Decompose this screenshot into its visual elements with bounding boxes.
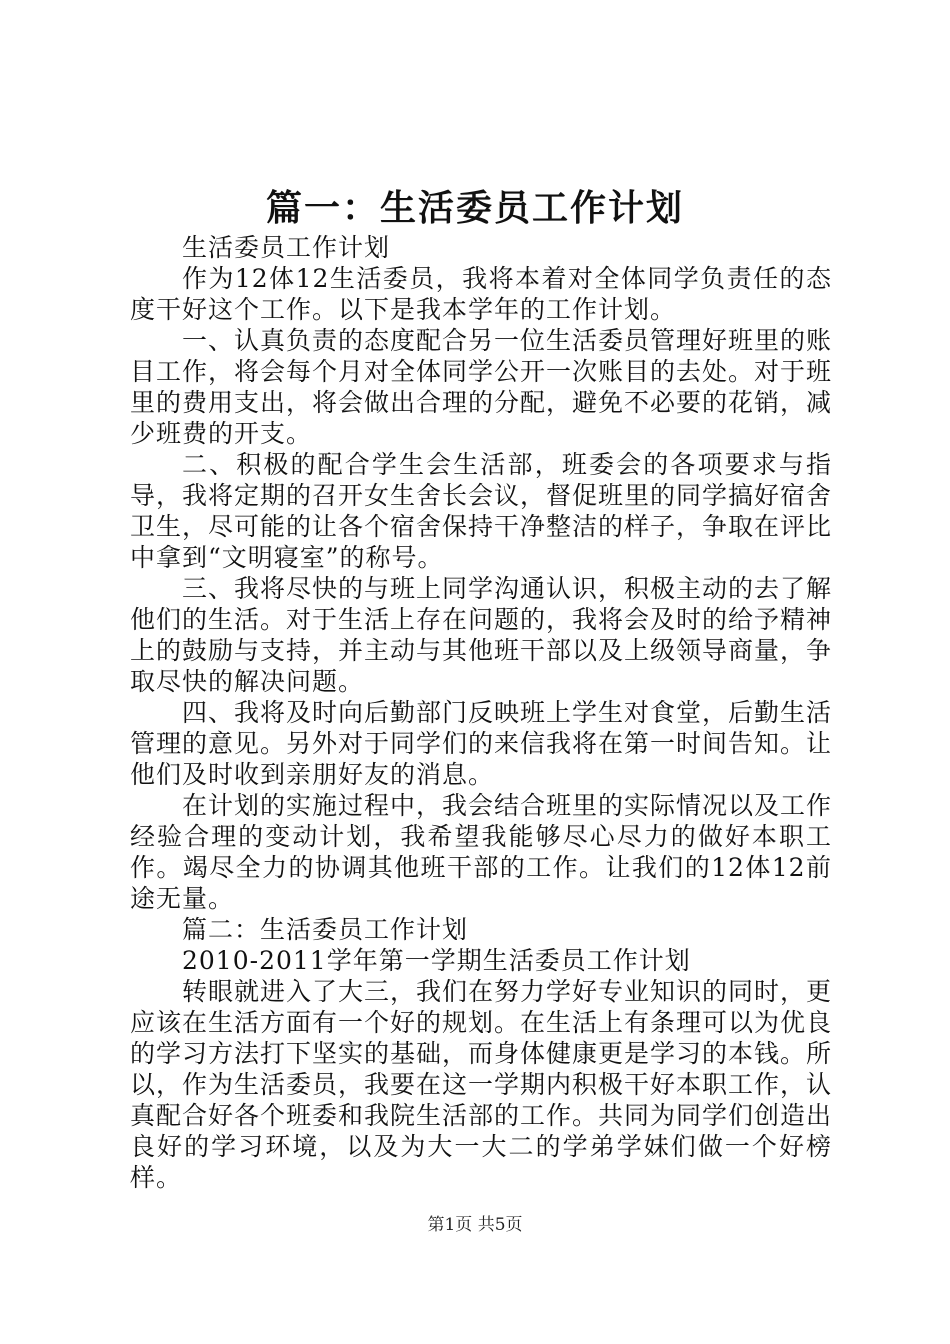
page-number: 第1页 共5页 [427, 1215, 523, 1235]
paragraph: 一、认真负责的态度配合另一位生活委员管理好班里的账目工作，将会每个月对全体同学公开一次账目的去处。对于班里的费用支出，将会做出合理的分配，避免不必要的花销，减少班费的开支。 [130, 326, 833, 448]
paragraph: 作为12体12生活委员，我将本着对全体同学负责任的态度干好这个工作。以下是我本学年的工作计划。 [130, 264, 832, 324]
paragraph: 三、我将尽快的与班上同学沟通认识，积极主动的去了解他们的生活。对于生活上存在问题的，我将会及时的给予精神上的鼓励与支持，并主动与其他班干部以及上级领导商量，争取尽快的解决问题。 [130, 574, 833, 696]
document-title: 篇一：生活委员工作计划 [265, 187, 684, 229]
section-heading: 篇二：生活委员工作计划 [182, 915, 469, 944]
section-subtitle: 2010-2011学年第一学期生活委员工作计划 [182, 946, 691, 975]
document-body [130, 232, 832, 1193]
paragraph: 四、我将及时向后勤部门反映班上学生对食堂，后勤生活管理的意见。另外对于同学们的来信我将在第一时间告知。让他们及时收到亲朋好友的消息。 [130, 698, 833, 789]
paragraph: 转眼就进入了大三，我们在努力学好专业知识的同时，更应该在生活方面有一个好的规划。在生活上有条理可以为优良的学习方法打下坚实的基础，而身体健康更是学习的本钱。所以，作为生活委员，我要在这一学期内积极干好本职工作，认真配合好各个班委和我院生活部的工作。共同为同学们创造出良好的学习环境，以及为大一大二的学弟学妹们做一个好榜样。 [130, 977, 833, 1192]
paragraph: 在计划的实施过程中，我会结合班里的实际情况以及工作经验合理的变动计划，我希望我能够尽心尽力的做好本职工作。竭尽全力的协调其他班干部的工作。让我们的12体12前途无量。 [130, 791, 833, 913]
paragraph: 生活委员工作计划 [182, 233, 391, 262]
paragraph: 二、积极的配合学生会生活部，班委会的各项要求与指导，我将定期的召开女生舍长会议，督促班里的同学搞好宿舍卫生，尽可能的让各个宿舍保持干净整洁的样子，争取在评比中拿到“文明寝室”的称号。 [130, 450, 833, 572]
